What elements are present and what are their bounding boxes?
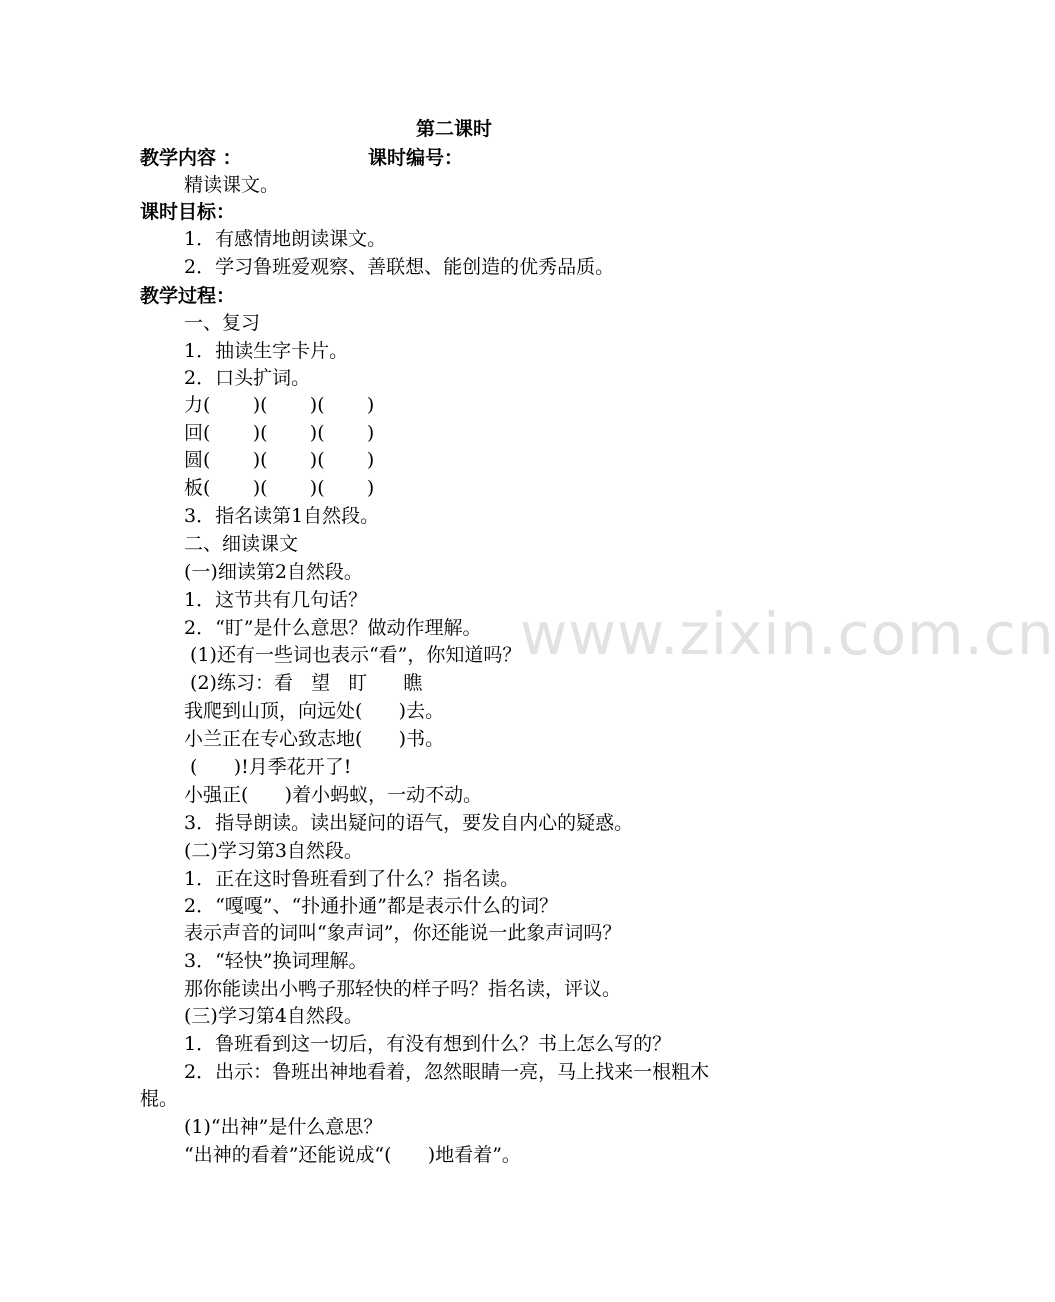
process-line: 2．“盯”是什么意思？做动作理解。 — [184, 617, 482, 639]
process-line: 2．“嘎嘎”、“扑通扑通”都是表示什么的词？ — [184, 895, 558, 917]
goal-item: 1．有感情地朗读课文。 — [184, 228, 387, 250]
process-line: (1)“出神”是什么意思？ — [184, 1116, 383, 1138]
process-line: 1．鲁班看到这一切后，有没有想到什么？书上怎么写的？ — [184, 1033, 672, 1055]
word-expand-row: 力( )( )( ) — [184, 394, 375, 416]
exercise-line: 小兰正在专心致志地( )书。 — [184, 728, 445, 750]
subsection-heading: (一)细读第2自然段。 — [184, 561, 363, 583]
word-expand-row: 板( )( )( ) — [184, 477, 375, 499]
exercise-line: 小强正( )着小蚂蚁，一动不动。 — [184, 784, 483, 806]
process-line: 3．指导朗读。读出疑问的语气，要发自内心的疑惑。 — [184, 812, 634, 834]
process-line: 2．口头扩词。 — [184, 367, 311, 389]
process-line: (1)还有一些词也表示“看”，你知道吗？ — [184, 644, 522, 666]
subsection-heading: (二)学习第3自然段。 — [184, 840, 363, 862]
code-label: 课时编号： — [368, 147, 464, 169]
word-expand-row: 圆( )( )( ) — [184, 449, 375, 471]
process-line: “出神的看着”还能说成“( )地看着”。 — [184, 1144, 521, 1166]
exercise-line: ( )!月季花开了! — [184, 756, 352, 778]
process-line: 那你能读出小鸭子那轻快的样子吗？指名读，评议。 — [184, 978, 622, 1000]
process-line: 表示声音的词叫“象声词”，你还能说一此象声词吗？ — [184, 922, 622, 944]
process-line: 1．这节共有几句话？ — [184, 589, 368, 611]
process-line: 3．指名读第1自然段。 — [184, 505, 380, 527]
process-line: 2．出示：鲁班出神地看着，忽然眼睛一亮，马上找来一根粗木 — [184, 1061, 710, 1083]
page-title: 第二课时 — [416, 118, 493, 140]
word-expand-row: 回( )( )( ) — [184, 422, 375, 444]
watermark: www.zixin.com.cn — [520, 600, 1055, 668]
process-line: 1．正在这时鲁班看到了什么？指名读。 — [184, 868, 520, 890]
process-line: 3．“轻快”换词理解。 — [184, 950, 368, 972]
process-line: 棍。 — [140, 1088, 179, 1110]
process-heading: 教学过程： — [140, 285, 236, 307]
process-line: 1．抽读生字卡片。 — [184, 340, 349, 362]
exercise-line: 我爬到山顶，向远处( )去。 — [184, 700, 445, 722]
subsection-heading: (三)学习第4自然段。 — [184, 1005, 363, 1027]
goals-heading: 课时目标： — [140, 201, 236, 223]
goal-item: 2．学习鲁班爱观察、善联想、能创造的优秀品质。 — [184, 256, 615, 278]
process-line: (2)练习：看 望 盯 瞧 — [184, 672, 423, 694]
content-label: 教学内容 ： — [140, 147, 242, 169]
section-heading: 二、细读课文 — [184, 533, 299, 555]
process-line: 一、复习 — [184, 312, 261, 334]
content-text: 精读课文。 — [184, 174, 280, 196]
